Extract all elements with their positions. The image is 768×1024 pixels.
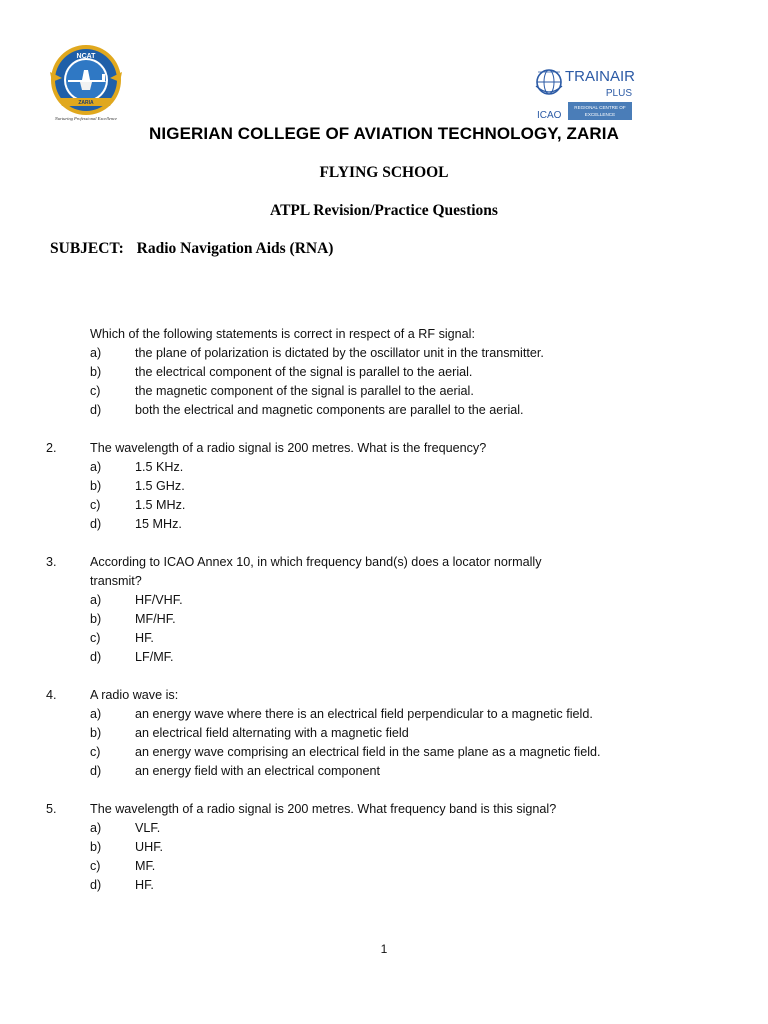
option-c [0,629,768,648]
option-letter: a) [90,460,102,474]
option-letter: b) [90,479,102,493]
option-letter: a) [90,707,102,721]
subject-label: SUBJECT: [50,240,124,257]
option-letter: c) [90,859,101,873]
question-stem [0,800,768,819]
icao-text: ICAO [537,110,562,121]
option-text: the plane of polarization is dictated by the oscillator unit in the transmitter. [135,346,544,360]
option-letter: b) [90,365,102,379]
option-text: UHF. [135,840,163,854]
option-text: MF. [135,859,156,873]
question-stem [0,686,768,705]
option-letter: b) [90,840,102,854]
option-text: HF. [135,631,154,645]
option-a [0,591,768,610]
option-letter: d) [90,403,102,417]
subject-value: Radio Navigation Aids (RNA) [136,240,334,257]
option-b [0,477,768,496]
option-letter: d) [90,517,102,531]
option-text: an energy wave comprising an electrical field in the same plane as a magnetic field. [135,745,601,759]
trainair-plus: PLUS [605,88,632,99]
question-number: 3. [46,555,57,569]
option-a [0,344,768,363]
option-letter: d) [90,764,102,778]
option-c [0,743,768,762]
option-d [0,876,768,895]
option-letter: c) [90,631,101,645]
question-3 [0,553,768,667]
option-b [0,724,768,743]
option-c [0,382,768,401]
option-letter: b) [90,726,102,740]
svg-text:EXCELLENCE: EXCELLENCE [584,112,616,117]
question-number [46,325,90,344]
college-name: NIGERIAN COLLEGE OF AVIATION TECHNOLOGY, ZARIA [149,124,619,143]
subject-line [50,240,333,258]
option-text: HF. [135,878,154,892]
option-letter: c) [90,384,101,398]
option-letter: a) [90,593,102,607]
question-2 [0,439,768,534]
option-text: HF/VHF. [135,593,183,607]
question-text: Which of the following statements is correct in respect of a RF signal: [90,327,475,341]
crest-text-bottom: ZARIA [78,100,94,106]
question-number: 4. [46,688,57,702]
option-c [0,496,768,515]
school-name: FLYING SCHOOL [319,164,449,181]
crest-motto: Nurturing Professional Excellence [54,116,118,121]
option-text: VLF. [135,821,161,835]
question-5 [0,800,768,895]
option-text: the magnetic component of the signal is parallel to the aerial. [135,384,474,398]
ncat-crest-logo [44,42,128,124]
question-1 [0,325,768,420]
option-text: 1.5 MHz. [135,498,186,512]
option-d [0,648,768,667]
option-text: an energy field with an electrical component [135,764,381,778]
option-letter: c) [90,745,101,759]
question-stem [0,439,768,458]
option-a [0,705,768,724]
option-b [0,610,768,629]
option-b [0,363,768,382]
trainair-brand: TRAINAIR [565,68,636,85]
question-number: 2. [46,441,57,455]
option-b [0,838,768,857]
option-letter: c) [90,498,101,512]
option-text: an energy wave where there is an electrical field perpendicular to a magnetic field. [135,707,593,721]
question-stem [0,553,768,591]
option-text: LF/MF. [135,650,174,664]
question-list [0,325,768,914]
option-letter: b) [90,612,102,626]
option-letter: d) [90,878,102,892]
option-d [0,401,768,420]
option-text: 1.5 KHz. [135,460,184,474]
option-text: an electrical field alternating with a magnetic field [135,726,409,740]
option-a [0,819,768,838]
question-text: A radio wave is: [90,688,179,702]
option-text: the electrical component of the signal is parallel to the aerial. [135,365,473,379]
question-stem [0,325,768,344]
option-a [0,458,768,477]
option-text: 1.5 GHz. [135,479,185,493]
option-letter: d) [90,650,102,664]
option-c [0,857,768,876]
question-number: 5. [46,802,57,816]
crest-text-top: NCAT [76,53,96,60]
option-text: MF/HF. [135,612,176,626]
question-text: According to ICAO Annex 10, in which frequency band(s) does a locator normally transmit? [90,555,542,588]
icao-trainair-plus-logo [534,64,638,126]
ncat-crest-icon [44,42,128,124]
page-number: 1 [380,942,388,956]
option-text: 15 MHz. [135,517,182,531]
option-letter: a) [90,346,102,360]
question-4 [0,686,768,781]
svg-text:REGIONAL CENTRE OF: REGIONAL CENTRE OF [574,105,626,110]
option-d [0,762,768,781]
icao-globe-icon [534,64,638,126]
question-text: The wavelength of a radio signal is 200 metres. What frequency band is this signal? [90,802,557,816]
document-title: ATPL Revision/Practice Questions [270,202,498,219]
option-d [0,515,768,534]
question-text: The wavelength of a radio signal is 200 metres. What is the frequency? [90,441,487,455]
option-text: both the electrical and magnetic components are parallel to the aerial. [135,403,524,417]
option-letter: a) [90,821,102,835]
